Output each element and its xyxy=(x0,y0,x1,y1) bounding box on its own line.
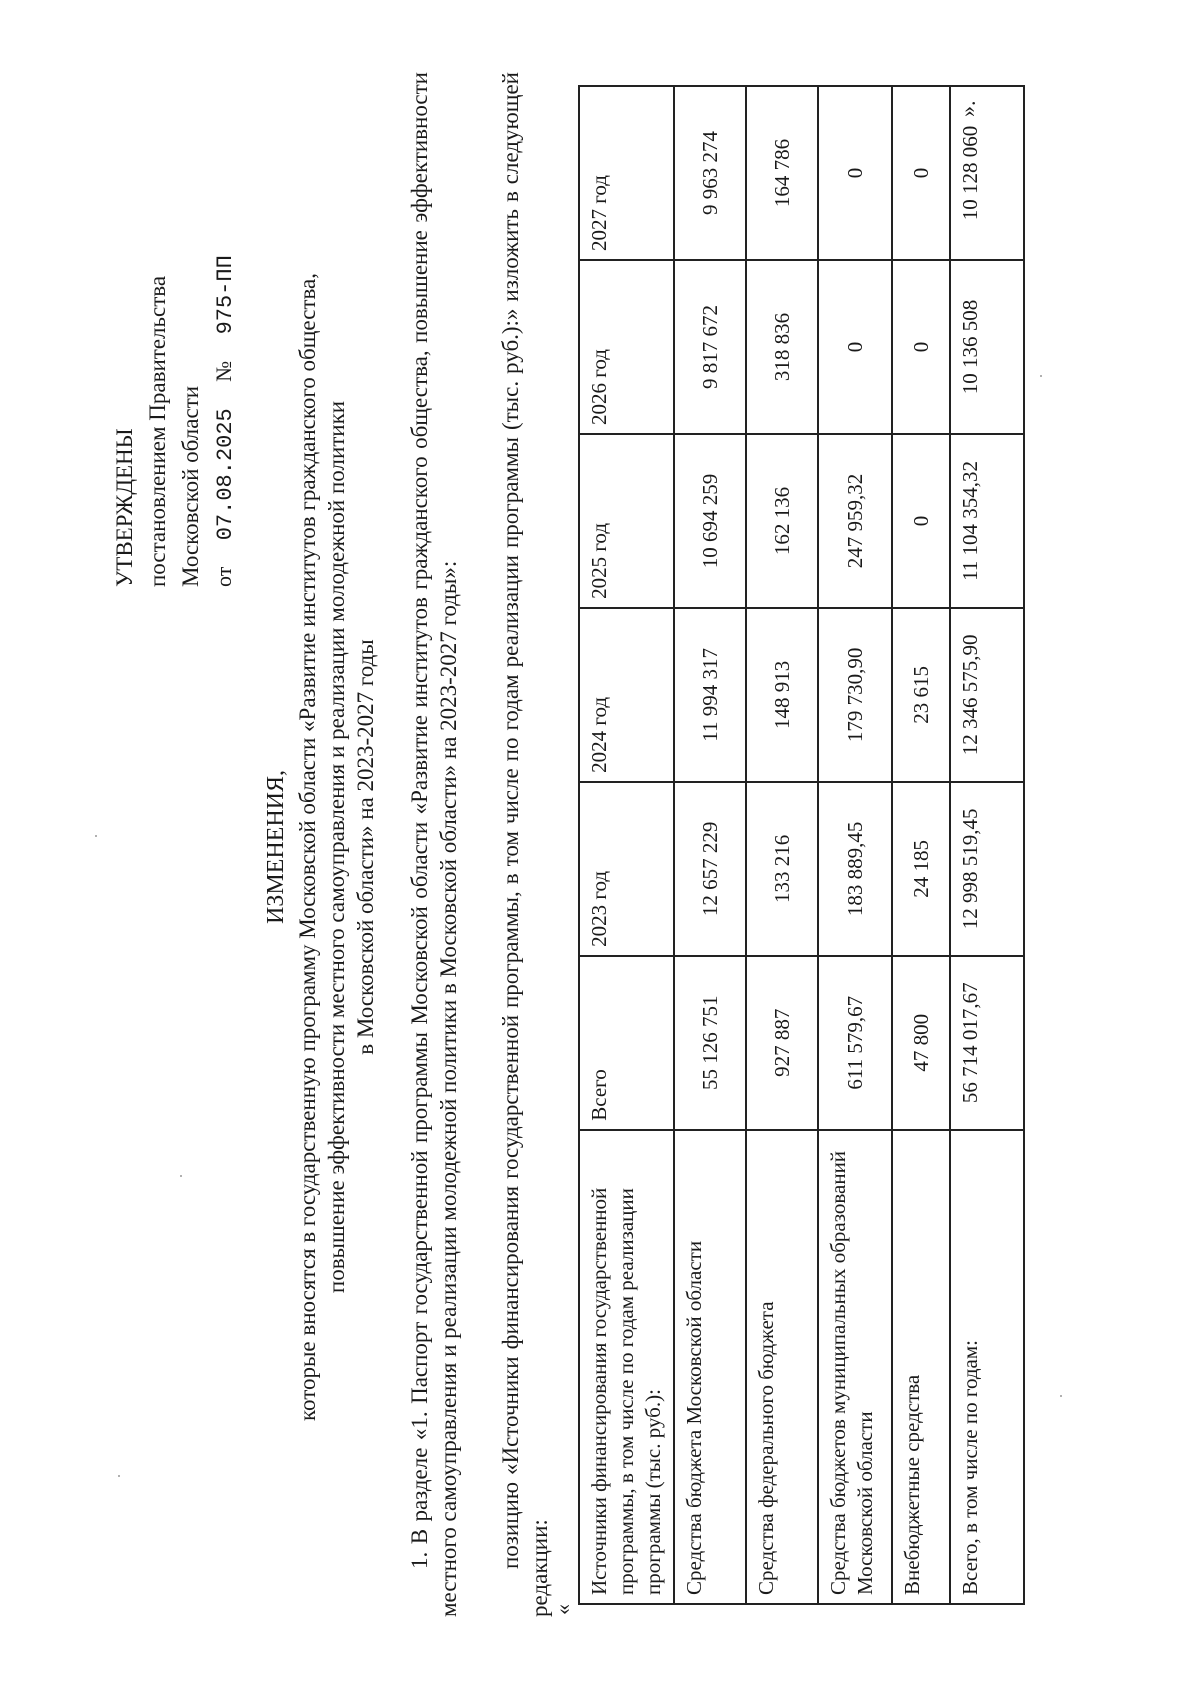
approval-authority: постановлением Правительства xyxy=(145,275,170,587)
cell-value: 10 694 259 xyxy=(674,434,746,608)
approval-from-label: от xyxy=(211,566,236,587)
cell-value: 162 136 xyxy=(746,434,818,608)
table-header-2024: 2024 год xyxy=(579,608,674,782)
cell-value: 179 730,90 xyxy=(818,608,892,782)
cell-value: 23 615 xyxy=(892,608,950,782)
cell-value: 611 579,67 xyxy=(818,956,892,1130)
cell-value: 318 836 xyxy=(746,260,818,434)
row-label: Средства бюджетов муниципальных образований Московской области xyxy=(818,1130,892,1604)
cell-value: 183 889,45 xyxy=(818,782,892,956)
table-header-2025: 2025 год xyxy=(579,434,674,608)
cell-value: 927 887 xyxy=(746,956,818,1130)
cell-value: 11 994 317 xyxy=(674,608,746,782)
cell-value: 0 xyxy=(818,260,892,434)
table-row-total xyxy=(950,86,1024,1604)
opening-quote-mark: « xyxy=(550,1604,575,1615)
table-header-label: Источники финансирования государственной программы, в том числе по годам реализации программы (тыс. руб.): xyxy=(579,1130,674,1604)
approval-title: УТВЕРЖДЕНЫ xyxy=(112,428,137,587)
cell-value: 247 959,32 xyxy=(818,434,892,608)
cell-value: 56 714 017,67 xyxy=(950,956,1024,1130)
table-row xyxy=(892,86,950,1604)
row-label: Всего, в том числе по годам: xyxy=(950,1130,1024,1604)
cell-value: 12 998 519,45 xyxy=(950,782,1024,956)
financing-table xyxy=(578,85,1025,1605)
cell-value: 10 136 508 xyxy=(950,260,1024,434)
row-label: Средства федерального бюджета xyxy=(746,1130,818,1604)
cell-value: 0 xyxy=(818,86,892,260)
cell-value: 10 128 060 xyxy=(950,86,1024,260)
cell-value: 9 963 274 xyxy=(674,86,746,260)
table-row xyxy=(746,86,818,1604)
table-row xyxy=(818,86,892,1604)
cell-value: 0 xyxy=(892,260,950,434)
approval-date-line xyxy=(207,87,242,587)
table-header-2023: 2023 год xyxy=(579,782,674,956)
document-subtitle-line3: в Московской области» на 2023-2027 годы xyxy=(353,639,378,1055)
closing-quote-mark: ». xyxy=(955,100,980,117)
table-row xyxy=(674,86,746,1604)
cell-value: 148 913 xyxy=(746,608,818,782)
cell-value: 9 817 672 xyxy=(674,260,746,434)
approval-number: 975-ПП xyxy=(213,255,238,335)
table-header-2026: 2026 год xyxy=(579,260,674,434)
cell-value: 11 104 354,32 xyxy=(950,434,1024,608)
scan-speck xyxy=(118,1475,120,1477)
paragraph-section-1: 1. В разделе «1. Паспорт государственной программы Московской области «Развитие институтов гражданского общества, повышение эффективности местного самоуправления и реализации молодежной политики в Московской области» на 2023-2027 годы»: xyxy=(407,72,461,1617)
cell-value: 0 xyxy=(892,86,950,260)
paragraph-position: позицию «Источники финансирования государственной программы, в том числе по годам реализации программы (тыс. руб.):» изложить в следующей редакции: xyxy=(498,72,552,1617)
scan-speck xyxy=(1040,375,1042,377)
table-header-row xyxy=(579,86,674,1604)
approval-region: Московской области xyxy=(178,385,203,587)
cell-value: 133 216 xyxy=(746,782,818,956)
document-subtitle-line1: которые вносятся в государственную программу Московской области «Развитие институтов гражданского общества, xyxy=(295,273,320,1421)
document-title: ИЗМЕНЕНИЯ, xyxy=(263,769,289,925)
scan-speck xyxy=(1060,1395,1062,1397)
approval-stamp xyxy=(108,87,242,587)
cell-value: 12 657 229 xyxy=(674,782,746,956)
cell-value: 12 346 575,90 xyxy=(950,608,1024,782)
cell-value: 55 126 751 xyxy=(674,956,746,1130)
cell-value: 0 xyxy=(892,434,950,608)
approval-date: 07.08.2025 xyxy=(213,408,238,541)
table-header-total: Всего xyxy=(579,956,674,1130)
row-label: Внебюджетные средства xyxy=(892,1130,950,1604)
cell-value: 47 800 xyxy=(892,956,950,1130)
scan-speck xyxy=(180,1175,182,1177)
approval-number-label: № xyxy=(211,360,236,382)
scan-speck xyxy=(95,835,97,837)
cell-value: 24 185 xyxy=(892,782,950,956)
document-subtitle-line2: повышение эффективности местного самоуправления и реализации молодежной политики xyxy=(324,400,349,1294)
row-label: Средства бюджета Московской области xyxy=(674,1130,746,1604)
document-heading xyxy=(262,77,380,1617)
cell-value: 164 786 xyxy=(746,86,818,260)
table-header-2027: 2027 год xyxy=(579,86,674,260)
